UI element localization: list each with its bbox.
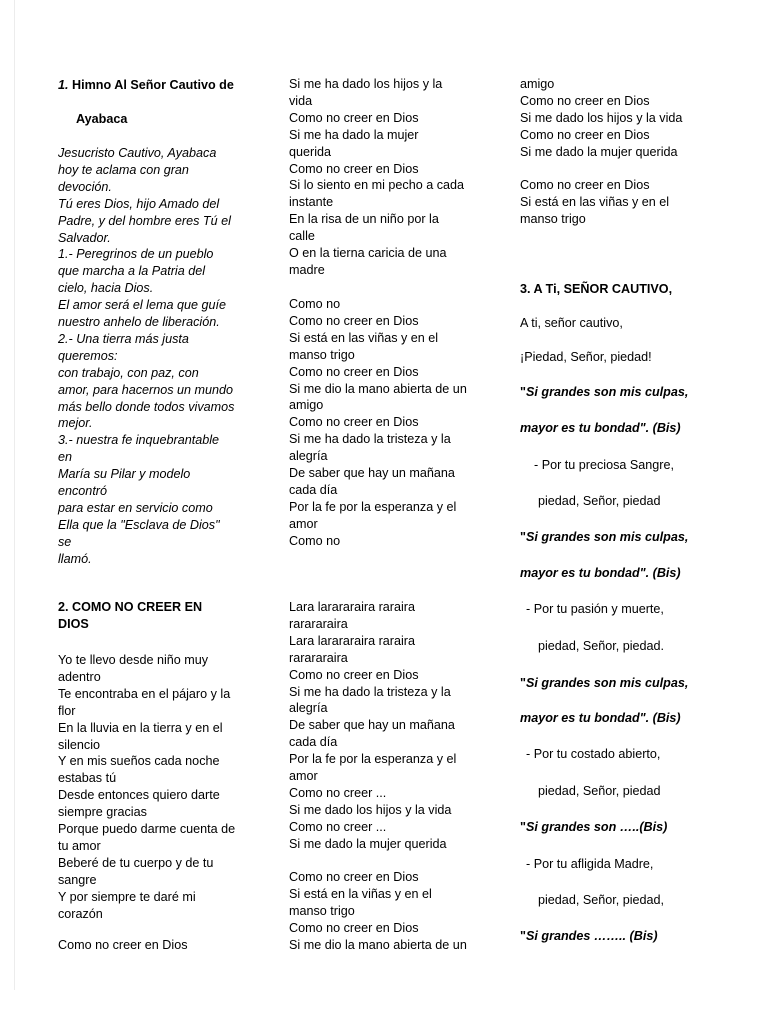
lyric-line: con trabajo, con paz, con — [58, 365, 199, 380]
lyric-line: rarararaira — [289, 650, 348, 665]
lyric-line: Lara larararaira raraira — [289, 633, 415, 648]
verse-3: - Por tu costado abierto, — [526, 747, 661, 761]
lyric-line: María su Pilar y modelo — [58, 467, 191, 482]
chorus-short-2: "Si grandes …….. (Bis) — [520, 929, 658, 943]
lyric-line: llamó. — [58, 551, 92, 566]
lyric-line: Si me ha dado la tristeza y la — [289, 684, 451, 699]
lyric-line: manso trigo — [289, 903, 355, 918]
lyric-line: Si me ha dado la mujer — [289, 127, 419, 142]
lyric-line: Como no creer en Dios — [289, 313, 419, 328]
chorus-line-1b: "Si grandes son mis culpas, — [520, 530, 689, 544]
lyric-line: Lara larararaira raraira — [289, 600, 415, 614]
lyric-line: manso trigo — [520, 211, 586, 226]
lyric-line: calle — [289, 229, 315, 244]
lyric-line: Si lo siento en mi pecho a cada — [289, 178, 465, 193]
lyric-line: amigo — [289, 398, 324, 413]
lyric-line: amigo — [520, 77, 555, 91]
chorus-short-1: "Si grandes son …..(Bis) — [520, 820, 668, 834]
lyric-line: madre — [289, 262, 325, 277]
lyric-line: 1.- Peregrinos de un pueblo — [58, 247, 214, 262]
lyric-line: Por la fe por la esperanza y el — [289, 752, 457, 767]
piedad-2: piedad, Señor, piedad. — [538, 639, 665, 653]
lyric-line: Jesucristo Cautivo, Ayabaca — [58, 146, 217, 160]
lyric-line: Ella que la "Esclava de Dios" — [58, 517, 220, 532]
piedad-4: piedad, Señor, piedad, — [538, 893, 665, 907]
lyric-line: Como no creer en Dios — [289, 364, 419, 379]
lyric-line: Como no creer en Dios — [520, 127, 650, 142]
lyric-line: encontró — [58, 484, 108, 498]
lyric-line: Salvador. — [58, 230, 111, 245]
lyric-line: Como no creer ... — [289, 819, 387, 834]
lyric-line: Si me ha dado los hijos y la — [289, 77, 443, 91]
lyric-line: rarararaira — [289, 616, 348, 631]
song1-subtitle: Ayabaca — [76, 112, 128, 126]
lyric-line: que marcha a la Patria del — [58, 264, 206, 279]
verse-1: - Por tu preciosa Sangre, — [534, 458, 675, 472]
chorus-line-2a: mayor es tu bondad". (Bis) — [520, 421, 681, 435]
lyric-line: estabas tú — [58, 771, 117, 786]
lyric-line: Si me dio la mano abierta de un — [289, 381, 467, 396]
lyric-line: Beberé de tu cuerpo y de tu — [58, 855, 214, 870]
lyric-line: amor — [289, 516, 318, 531]
lyric-line: amor — [289, 769, 318, 783]
lyric-line: Como no creer en Dios — [289, 415, 419, 430]
piedad-1: piedad, Señor, piedad — [538, 494, 661, 508]
lyric-line: Como no creer en Dios — [289, 667, 419, 682]
lyric-line: 2.- Una tierra más justa — [58, 331, 189, 346]
lyric-line: Como no creer en Dios — [289, 161, 419, 176]
lyric-line: cada día — [289, 735, 338, 750]
song3-line-2: ¡Piedad, Señor, piedad! — [520, 350, 652, 364]
page-edge-line — [14, 0, 15, 990]
lyric-line: Yo te llevo desde niño muy — [58, 653, 209, 667]
lyric-line: Si me dado los hijos y la vida — [520, 110, 683, 125]
lyric-line: Como no creer en Dios — [289, 920, 419, 935]
piedad-3: piedad, Señor, piedad — [538, 784, 661, 798]
lyric-line: Tú eres Dios, hijo Amado del — [58, 196, 220, 211]
song3-line-1: A ti, señor cautivo, — [520, 316, 623, 330]
lyric-line: Si me dio la mano abierta de un — [289, 937, 467, 952]
lyric-line: corazón — [58, 906, 103, 921]
lyric-line: En la lluvia en la tierra y en el — [58, 720, 223, 735]
lyric-line: Como no creer en Dios — [520, 178, 650, 192]
lyric-line: Como no creer en Dios — [289, 110, 419, 125]
lyric-line: cada día — [289, 482, 338, 497]
lyric-line: Como no — [289, 533, 341, 548]
lyric-line: alegría — [289, 449, 328, 464]
lyric-line: Por la fe por la esperanza y el — [289, 499, 457, 514]
lyric-line: Te encontraba en el pájaro y la — [58, 686, 231, 701]
lyric-line: Y en mis sueños cada noche — [58, 754, 220, 769]
lyric-line: alegría — [289, 701, 328, 716]
lyric-line: Como no creer ... — [289, 785, 387, 800]
song3-title: 3. A Ti, SEÑOR CAUTIVO, — [520, 282, 673, 296]
lyric-line: Como no creer en Dios — [520, 93, 650, 108]
lyric-line: Si está en las viñas y en el — [289, 330, 439, 345]
lyric-line: Como no — [289, 297, 341, 311]
chorus-line-2c: mayor es tu bondad". (Bis) — [520, 711, 681, 725]
lyric-line: cielo, hacia Dios. — [58, 281, 154, 296]
lyric-line: Desde entonces quiero darte — [58, 788, 220, 803]
lyric-line: Porque puedo darme cuenta de — [58, 822, 236, 836]
lyric-line: silencio — [58, 737, 100, 752]
lyric-line: Como no creer en Dios — [289, 870, 419, 884]
verse-4: - Por tu afligida Madre, — [526, 857, 654, 871]
lyric-line: tu amor — [58, 838, 101, 853]
chorus-line-1c: "Si grandes son mis culpas, — [520, 676, 689, 690]
lyric-line: En la risa de un niño por la — [289, 212, 439, 227]
lyric-line: Y por siempre te daré mi — [58, 889, 196, 904]
lyric-line: instante — [289, 195, 334, 210]
lyric-line: Si me dado la mujer querida — [520, 144, 678, 159]
lyric-line: nuestro anhelo de liberación. — [58, 315, 220, 329]
lyric-line: amor, para hacernos un mundo — [58, 382, 234, 397]
lyric-line: El amor será el lema que guíe — [58, 298, 227, 313]
chorus-line-1a: "Si grandes son mis culpas, — [520, 385, 689, 399]
lyric-line: mejor. — [58, 416, 93, 431]
lyric-line: en — [58, 450, 73, 465]
lyric-line: querida — [289, 144, 332, 159]
lyric-line: para estar en servicio como — [58, 500, 213, 515]
lyric-line: Padre, y del hombre eres Tú el — [58, 213, 231, 228]
lyric-line: Si me dado la mujer querida — [289, 836, 447, 851]
lyric-line: O en la tierna caricia de una — [289, 246, 447, 260]
song2-title-line1: 2. COMO NO CREER EN — [58, 600, 203, 614]
chorus-line-2b: mayor es tu bondad". (Bis) — [520, 566, 681, 580]
song2-title-line2: DIOS — [58, 617, 89, 631]
lyric-line: vida — [289, 93, 313, 108]
lyric-line: Si está en las viñas y en el — [520, 194, 670, 209]
song1-title: 1. Himno Al Señor Cautivo de — [58, 78, 234, 92]
song2-refrain-line: Como no creer en Dios — [58, 938, 188, 952]
lyric-line: flor — [58, 703, 76, 718]
lyric-line: Si me ha dado la tristeza y la — [289, 432, 451, 447]
lyric-line: hoy te aclama con gran — [58, 162, 189, 177]
lyric-line: Si me dado los hijos y la vida — [289, 802, 452, 817]
lyric-line: queremos: — [58, 348, 118, 363]
lyric-line: se — [58, 534, 72, 549]
lyric-line: 3.- nuestra fe inquebrantable — [58, 433, 220, 448]
lyric-line: siempre gracias — [58, 805, 147, 820]
lyric-line: sangre — [58, 872, 97, 887]
lyric-line: adentro — [58, 669, 101, 684]
verse-2: - Por tu pasión y muerte, — [526, 602, 664, 616]
lyric-line: De saber que hay un mañana — [289, 466, 455, 480]
lyric-line: Si está en la viñas y en el — [289, 886, 432, 901]
lyric-line: manso trigo — [289, 347, 355, 362]
lyric-line: devoción. — [58, 179, 112, 194]
lyric-line: De saber que hay un mañana — [289, 718, 455, 733]
lyric-line: más bello donde todos vivamos — [58, 399, 235, 414]
